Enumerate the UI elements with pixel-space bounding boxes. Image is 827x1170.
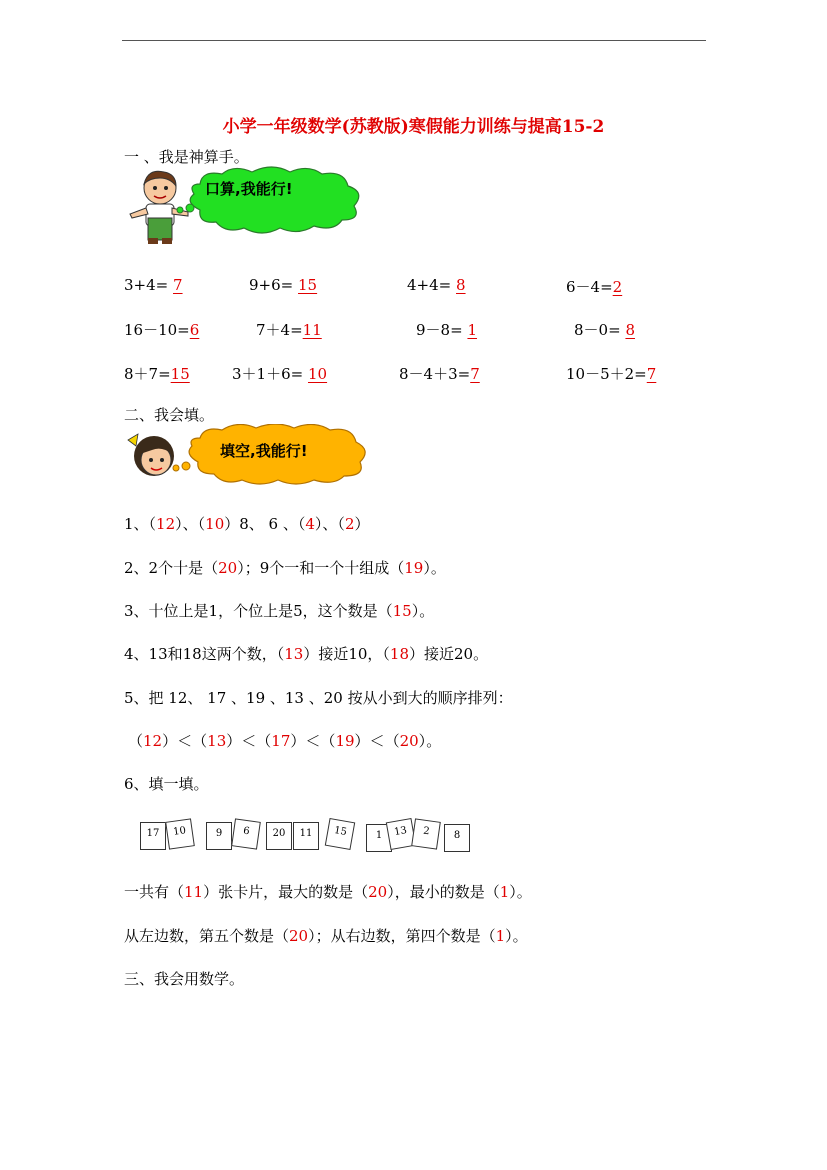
question-5-order: （12）＜（13）＜（17）＜（19）＜（20）。 (128, 732, 442, 750)
card: 13 (386, 818, 416, 850)
card: 6 (231, 818, 261, 849)
question-6: 6、填一填。 (124, 775, 209, 793)
question-6-line-1: 一共有（11）张卡片，最大的数是（20），最小的数是（1）。 (124, 883, 532, 901)
card: 20 (266, 822, 292, 850)
section1-bubble-text: 口算,我能行! (205, 180, 293, 198)
section3-heading: 三、我会用数学。 (124, 970, 245, 988)
question-3: 3、十位上是1，个位上是5，这个数是（15）。 (124, 602, 435, 620)
problem-6: 7＋4=11 (256, 321, 322, 339)
card: 17 (140, 822, 166, 850)
problem-4: 6－4=2 (566, 278, 623, 296)
problem-3: 4+4= 8 (407, 276, 466, 294)
problem-5: 16－10=6 (124, 321, 200, 339)
card: 10 (165, 818, 195, 849)
problem-11: 8－4＋3=7 (399, 365, 480, 383)
problem-9: 8＋7=15 (124, 365, 190, 383)
section2-bubble-text: 填空,我能行! (220, 442, 308, 460)
card: 9 (206, 822, 232, 850)
card: 2 (411, 818, 441, 849)
card: 1 (366, 824, 392, 852)
question-1: 1、（12）、（10）8、 6 、（4）、（2） (124, 515, 370, 533)
section1-heading: 一 、我是神算手。 (124, 148, 249, 166)
problem-7: 9－8= 1 (416, 321, 477, 339)
page-title: 小学一年级数学(苏教版)寒假能力训练与提高15-2 (222, 117, 605, 137)
question-4: 4、13和18这两个数，（13）接近10，（18）接近20。 (124, 645, 489, 663)
problem-1: 3+4= 7 (124, 276, 183, 294)
card: 11 (293, 822, 319, 850)
problem-12: 10－5＋2=7 (566, 365, 657, 383)
header-rule (122, 40, 706, 41)
problem-2: 9+6= 15 (249, 276, 318, 294)
card: 15 (325, 818, 355, 850)
section2-heading: 二、我会填。 (124, 406, 215, 424)
card: 8 (444, 824, 470, 852)
question-2: 2、2个十是（20）；9个一和一个十组成（19）。 (124, 559, 446, 577)
problem-8: 8－0= 8 (574, 321, 635, 339)
question-5: 5、把 12、 17 、19 、13 、20 按从小到大的顺序排列： (124, 689, 513, 707)
problem-10: 3＋1＋6= 10 (232, 365, 328, 383)
question-6-line-2: 从左边数，第五个数是（20）；从右边数，第四个数是（1）。 (124, 927, 528, 945)
